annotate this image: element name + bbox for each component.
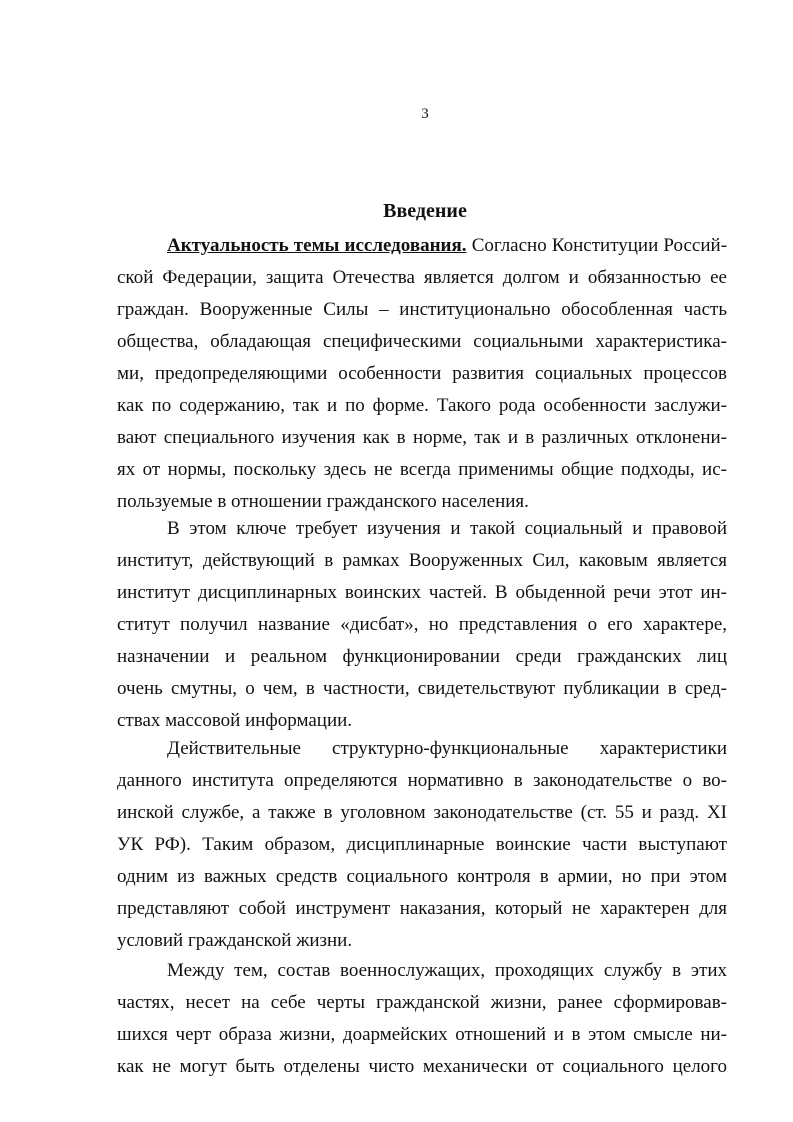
paragraph-institute bbox=[117, 513, 727, 737]
paragraph-line: инской службе, а также в уголовном законодательстве (ст. 55 и разд. XI bbox=[117, 802, 727, 823]
paragraph-characteristics bbox=[117, 733, 727, 957]
paragraph-line bbox=[117, 230, 727, 262]
paragraph-line: ях от нормы, поскольку здесь не всегда применимы общие подходы, ис- bbox=[117, 459, 727, 480]
paragraph-line: В этом ключе требует изучения и такой социальный и правовой bbox=[167, 518, 727, 539]
paragraph-line: одним из важных средств социального контроля в армии, но при этом bbox=[117, 866, 727, 887]
paragraph-line: частях, несет на себе черты гражданской жизни, ранее сформировав- bbox=[117, 992, 727, 1013]
paragraph-line: общества, обладающая специфическими социальными характеристика- bbox=[117, 331, 727, 352]
paragraph-line: пользуемые в отношении гражданского населения. bbox=[117, 491, 529, 512]
paragraph-line: институт, действующий в рамках Вооруженных Сил, каковым является bbox=[117, 550, 727, 571]
paragraph-line: условий гражданской жизни. bbox=[117, 930, 353, 951]
paragraph-line: ской Федерации, защита Отечества является долгом и обязанностью ее bbox=[117, 267, 727, 288]
paragraph-line: очень смутны, о чем, в частности, свидетельствуют публикации в сред- bbox=[117, 678, 727, 699]
paragraph-line: ститут получил название «дисбат», но представления о его характере, bbox=[117, 614, 727, 635]
paragraph-line: институт дисциплинарных воинских частей. В обыденной речи этот ин- bbox=[117, 582, 727, 603]
paragraph-line: ми, предопределяющими особенности развития социальных процессов bbox=[117, 363, 727, 384]
paragraph-line: назначении и реальном функционировании среди гражданских лиц bbox=[117, 646, 727, 667]
paragraph-line: граждан. Вооруженные Силы – институционально обособленная часть bbox=[117, 299, 727, 320]
paragraph-line: Между тем, состав военнослужащих, проходящих службу в этих bbox=[167, 960, 727, 981]
paragraph-relevance bbox=[117, 230, 727, 518]
paragraph-line: представляют собой инструмент наказания, который не характерен для bbox=[117, 898, 727, 919]
paragraph-lead: Актуальность темы исследования. bbox=[167, 235, 467, 256]
paragraph-line: УК РФ). Таким образом, дисциплинарные воинские части выступают bbox=[117, 834, 727, 855]
paragraph-servicemen bbox=[117, 955, 727, 1083]
paragraph-line: как не могут быть отделены чисто механически от социального целого bbox=[117, 1056, 727, 1077]
paragraph-line: Действительные структурно-функциональные характеристики bbox=[167, 738, 727, 759]
paragraph-line: как по содержанию, так и по форме. Такого рода особенности заслужи- bbox=[117, 395, 727, 416]
paragraph-line: вают специального изучения как в норме, так и в различных отклонени- bbox=[117, 427, 727, 448]
section-heading: Введение bbox=[383, 200, 467, 222]
paragraph-line-text: Согласно Конституции Россий- bbox=[471, 235, 727, 256]
paragraph-line: данного института определяются нормативно в законодательстве о во- bbox=[117, 770, 727, 791]
page-number: 3 bbox=[421, 106, 429, 122]
paragraph-line: ствах массовой информации. bbox=[117, 710, 353, 731]
paragraph-line: шихся черт образа жизни, доармейских отношений и в этом смысле ни- bbox=[117, 1024, 727, 1045]
